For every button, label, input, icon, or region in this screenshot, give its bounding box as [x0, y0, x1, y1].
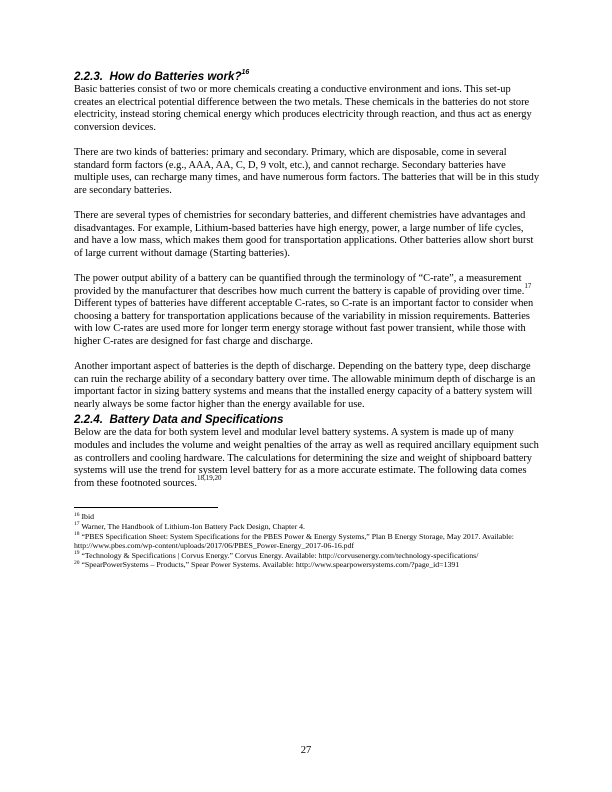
paragraph-depth-of-discharge: Another important aspect of batteries is the depth of discharge. Depending on the battery type, deep discharge can ruin the recharge ability of a secondary battery over time. The allowable minimum depth of discharge is an important factor in sizing battery systems and means that the installed energy capacity of a battery system will nearly always be some factor higher than the energy available for use.: [74, 361, 536, 410]
footnote-ref[interactable]: 17: [524, 282, 532, 291]
footnote-number: 16: [74, 511, 80, 518]
footnote-ref[interactable]: 18,19,20: [196, 474, 222, 483]
paragraph-text: The power output ability of a battery can be quantified through the terminology of “C-rate”, a measurement provided by the manufacturer that describes how much current the battery is capable of providing over time.: [74, 272, 525, 297]
paragraph-battery-basics: Basic batteries consist of two or more chemicals creating a conductive environment and ions. This set-up creates an electrical potential difference between the two metals. These chemicals in the batteries do not store electricity, instead storing chemical energy which produces electricity through reaction, and thus act as energy conversion devices.: [74, 84, 532, 133]
footnote-text: “SpearPowerSystems – Products,” Spear Power Systems. Available: http://www.spearpowersystems.com/?page_id=1391: [81, 560, 460, 570]
section-title: How do Batteries work?: [109, 70, 242, 83]
paragraph-battery-kinds: There are two kinds of batteries: primary and secondary. Primary, which are disposable, come in several standard form factors (e.g., AAA, AA, C, D, 9 volt, etc.), and cannot recharge. Secondary batteries have multiple uses, can recharge many times, and have numerous form factors. The batteries that will be in this study are secondary batteries.: [74, 146, 540, 196]
footnote-ref[interactable]: 16: [241, 69, 250, 77]
section-number: 2.2.4.: [74, 413, 104, 427]
paragraph-text: Below are the data for both system level and modular level battery systems. A system is made up of many modules and includes the volume and weight penalties of the array as well as required ancillary equipment such as controllers and cooling hardware. The calculations for determining the size and weight of shipboard battery systems will use the trend for system level battery for as a more accurate estimate. The following data comes from these footnoted sources.: [74, 427, 539, 489]
paragraph-text: Different types of batteries have different acceptable C-rates, so C-rate is an important factor to consider when choosing a battery for transportation applications because of the variability in mission requirements. Batteries with low C-rates are used more for longer term energy storage without fast power transient, while those with higher C-rates are designed for fast charge and discharge.: [74, 298, 534, 347]
footnotes: [74, 512, 540, 570]
paragraph-battery-data: [74, 427, 540, 490]
footnote-number: 19: [74, 550, 80, 557]
paragraph-c-rate: [74, 273, 540, 349]
section-heading-2-2-4: [74, 413, 540, 427]
section-number: 2.2.3.: [74, 70, 104, 83]
footnote-19: [74, 551, 540, 561]
section-title: Battery Data and Specifications: [109, 413, 284, 427]
section-heading-2-2-3: [74, 70, 540, 84]
paragraph-battery-chemistries: There are several types of chemistries for secondary batteries, and different chemistries have advantages and disadvantages. For example, Lithium-based batteries have high energy, power, a large number of life cycles, and have a low mass, which makes them good for transportation applications. Other batteries allow short burst of large current without damage (Starting batteries).: [74, 209, 534, 259]
footnote-16: [74, 512, 540, 522]
footnote-number: 18: [74, 531, 80, 537]
footnote-text: Warner, The Handbook of Lithium-Ion Battery Pack Design, Chapter 4.: [81, 522, 305, 531]
footnote-text: “Technology & Specifications | Corvus Energy.” Corvus Energy. Available: http://corvusenergy.com/technology-specifications/: [81, 550, 479, 560]
footnote-18: [74, 532, 540, 551]
footnote-20: [74, 560, 540, 570]
footnote-text: “PBES Specification Sheet: System Specifications for the PBES Power & Energy Systems,” Plan B Energy Storage, May 2017. Available: http://www.pbes.com/wp-content/uploads/2017/06/PBES_Power-Energy_2017-06-16.pdf: [74, 531, 514, 551]
footnote-number: 20: [74, 559, 80, 566]
footnote-text: Ibid: [81, 512, 95, 522]
page-content: [74, 70, 540, 570]
footnote-divider: [74, 507, 218, 508]
page-number: 27: [300, 745, 312, 756]
footnote-17: [74, 522, 540, 532]
footnote-number: 17: [74, 521, 80, 528]
